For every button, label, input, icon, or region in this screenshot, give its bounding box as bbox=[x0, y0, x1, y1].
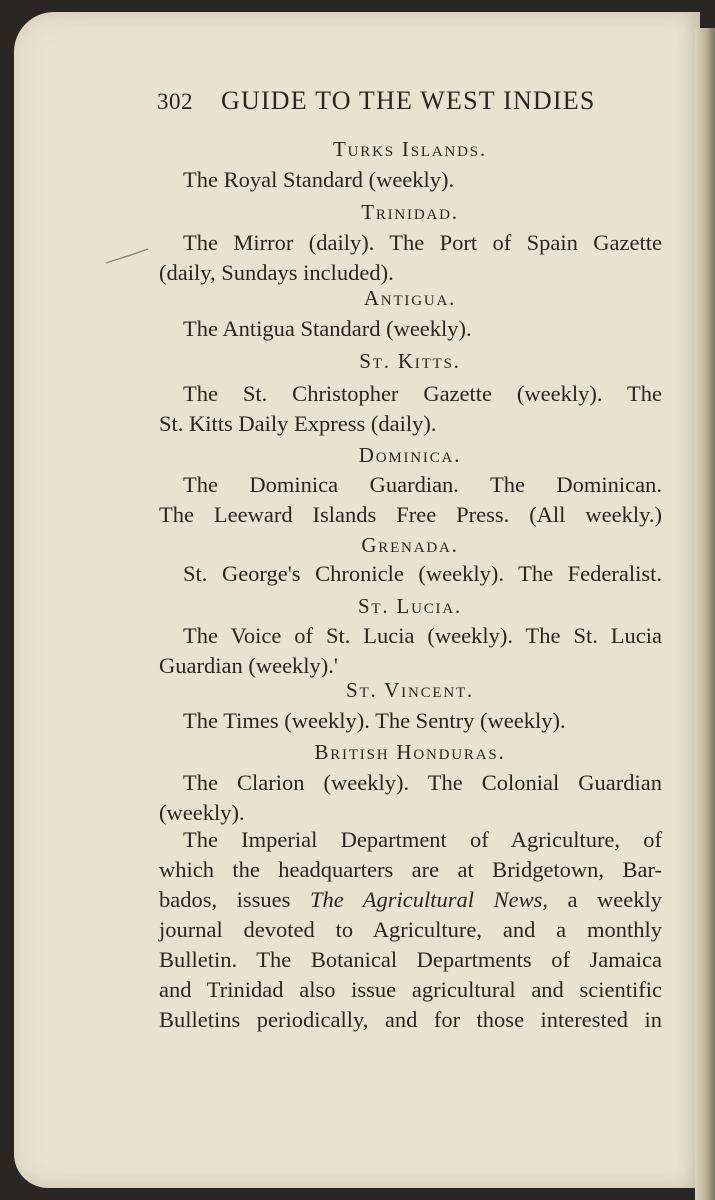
section-heading-st-lucia: St. Lucia. bbox=[357, 594, 463, 618]
section-text-grenada bbox=[159, 559, 662, 589]
page-header bbox=[157, 86, 667, 120]
section-heading-dominica: Dominica. bbox=[358, 443, 462, 467]
text-line: The Leeward Islands Free Press. (All weekly.) bbox=[159, 502, 662, 527]
text-line: St. George's Chronicle (weekly). The Federalist. bbox=[183, 561, 662, 586]
section-heading-turks-islands: Turks Islands. bbox=[333, 137, 487, 161]
section-heading-antigua: Antigua. bbox=[363, 286, 457, 310]
section-heading-trinidad: Trinidad. bbox=[361, 200, 459, 224]
text-line: The Royal Standard (weekly). bbox=[183, 167, 455, 192]
agriculture-paragraph bbox=[159, 825, 662, 1035]
section-heading-st-vincent: St. Vincent. bbox=[346, 678, 474, 702]
section-heading-british-honduras: British Honduras. bbox=[314, 740, 506, 764]
text-line: The Times (weekly). The Sentry (weekly). bbox=[183, 708, 566, 733]
text-line: The Dominica Guardian. The Dominican. bbox=[183, 472, 662, 497]
text-line: Guardian (weekly).' bbox=[159, 653, 338, 678]
text-line: Bulletin. The Botanical Departments of Jamaica bbox=[159, 947, 662, 972]
page-edge bbox=[695, 28, 715, 1200]
section-text-british-honduras bbox=[159, 768, 662, 828]
text-fragment: bados, issues bbox=[159, 887, 310, 912]
section-text-st-kitts bbox=[159, 379, 662, 439]
text-line: Bulletins periodically, and for those interested in bbox=[159, 1007, 662, 1032]
publication-title: The Agricultural News, bbox=[309, 887, 548, 912]
section-heading-grenada: Grenada. bbox=[361, 533, 459, 557]
text-line bbox=[159, 885, 662, 915]
section-text-st-lucia bbox=[159, 621, 662, 681]
text-line: The Antigua Standard (weekly). bbox=[183, 316, 472, 341]
text-line: The Mirror (daily). The Port of Spain Gazette bbox=[183, 230, 662, 255]
section-text-dominica bbox=[159, 470, 662, 530]
text-line: The Clarion (weekly). The Colonial Guardian bbox=[183, 770, 662, 795]
text-line: (weekly). bbox=[159, 800, 245, 825]
text-line: journal devoted to Agriculture, and a monthly bbox=[159, 917, 662, 942]
text-fragment: a weekly bbox=[547, 887, 662, 912]
text-line: which the headquarters are at Bridgetown, Bar- bbox=[159, 857, 662, 882]
text-line: and Trinidad also issue agricultural and scientific bbox=[159, 977, 662, 1002]
section-text-turks-islands bbox=[159, 165, 662, 195]
section-text-st-vincent bbox=[159, 706, 662, 736]
section-text-antigua bbox=[159, 314, 662, 344]
section-text-trinidad bbox=[159, 228, 662, 288]
page-number: 302 bbox=[157, 89, 193, 114]
text-line: St. Kitts Daily Express (daily). bbox=[159, 411, 437, 436]
running-title: GUIDE TO THE WEST INDIES bbox=[221, 86, 596, 115]
text-line: (daily, Sundays included). bbox=[159, 260, 394, 285]
text-line: The St. Christopher Gazette (weekly). The bbox=[183, 381, 662, 406]
text-line: The Imperial Department of Agriculture, of bbox=[183, 827, 662, 852]
text-line: The Voice of St. Lucia (weekly). The St. Lucia bbox=[183, 623, 662, 648]
section-heading-st-kitts: St. Kitts. bbox=[359, 349, 461, 373]
pencil-mark bbox=[104, 245, 150, 267]
